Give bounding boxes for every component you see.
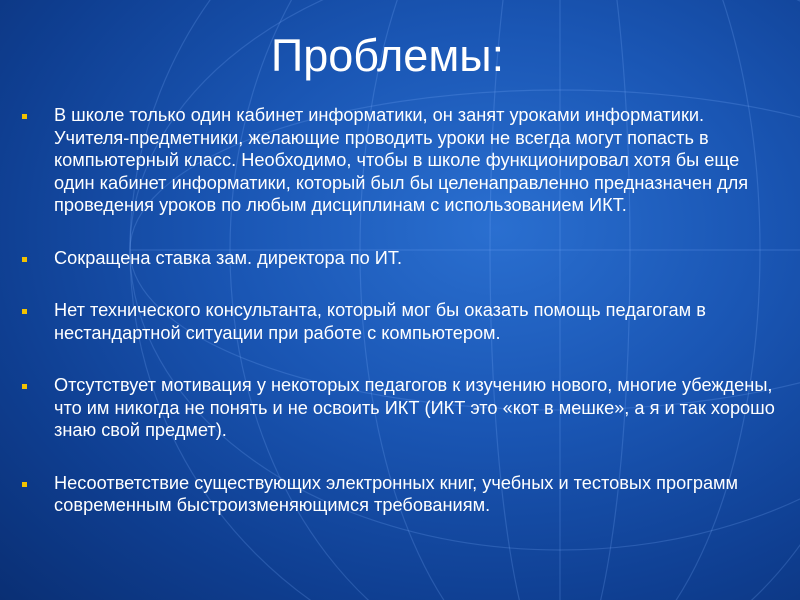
square-bullet-icon <box>22 384 27 389</box>
square-bullet-icon <box>22 114 27 119</box>
bullet-item <box>20 104 780 217</box>
bullet-text: Несоответствие существующих электронных книг, учебных и тестовых программ современным быстроизменяющимся требованиям. <box>54 472 739 515</box>
bullet-text: Нет технического консультанта, который мог бы оказать помощь педагогам в нестандартной ситуации при работе с компьютером. <box>54 300 706 343</box>
bullet-list <box>20 104 780 547</box>
bullet-text: Сокращена ставка зам. директора по ИТ. <box>54 247 403 268</box>
square-bullet-icon <box>22 257 27 262</box>
slide-title: Проблемы: <box>270 30 505 81</box>
bullet-text: В школе только один кабинет информатики, он занят уроками информатики. Учителя-предметники, желающие проводить уроки не всегда могут попасть в компьютерный класс. Необходимо, чтобы в школе функционировал хотя бы еще один кабинет информатики, который был бы целенаправленно предназначен для проведения уроков по любым дисциплинам с использованием ИКТ. <box>54 105 749 215</box>
bullet-item <box>20 299 780 344</box>
bullet-item <box>20 472 780 517</box>
bullet-text: Отсутствует мотивация у некоторых педагогов к изучению нового, многие убеждены, что им никогда не понять и не освоить ИКТ (ИКТ это «кот в мешке», а я и так хорошо знаю свой предмет). <box>54 375 775 440</box>
bullet-item <box>20 374 780 442</box>
square-bullet-icon <box>22 482 27 487</box>
square-bullet-icon <box>22 309 27 314</box>
bullet-item <box>20 247 780 270</box>
